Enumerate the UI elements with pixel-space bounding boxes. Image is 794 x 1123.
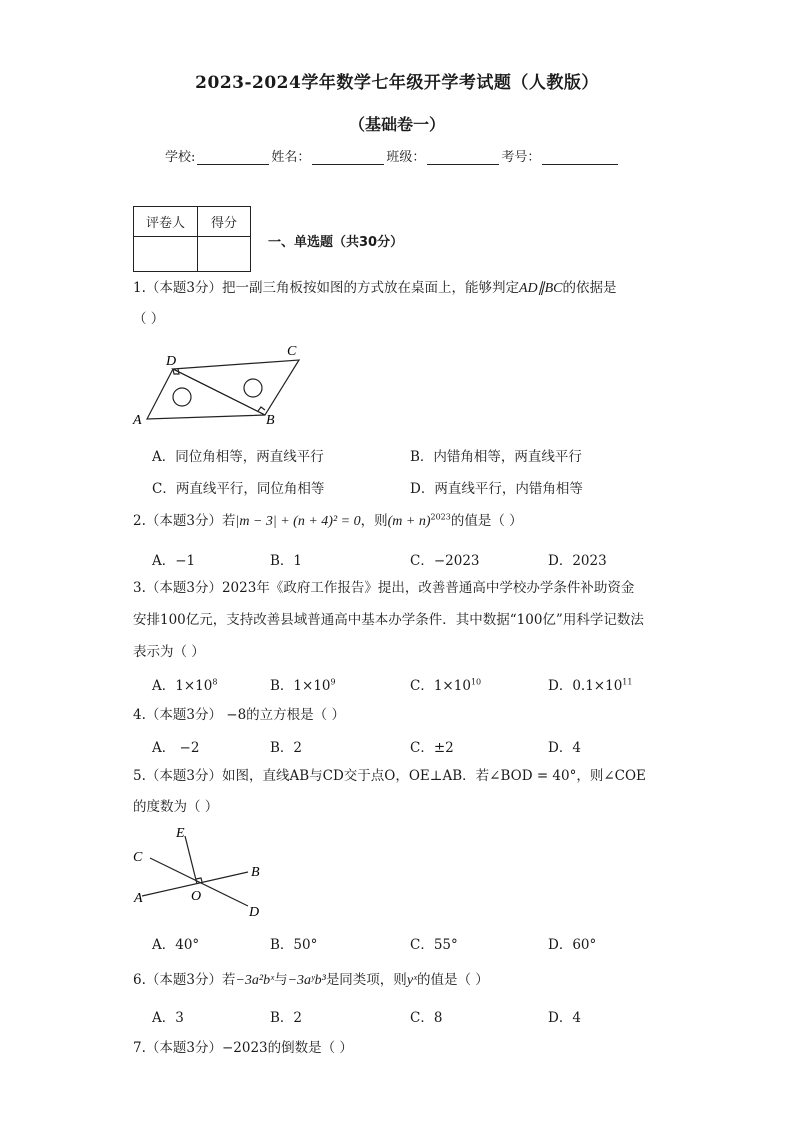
question-6-stem — [133, 970, 489, 991]
student-info-line — [165, 146, 620, 165]
q3-c-exp: 10 — [470, 677, 482, 687]
q2-expr2: (m + n) — [387, 514, 431, 529]
class-label: 班级： — [386, 150, 426, 165]
q3-d-prefix: D． — [548, 678, 573, 694]
score-header: 得分 — [198, 207, 251, 237]
q5-label-O: O — [191, 889, 202, 904]
q1-label-D: D — [166, 354, 177, 369]
q4-option-b[interactable]: B．2 — [270, 740, 303, 756]
q5-label-E: E — [176, 826, 185, 841]
number-label: 考号： — [501, 150, 541, 165]
q2-exponent: 2023 — [430, 512, 451, 522]
q3-a-base: 1×10 — [175, 678, 213, 694]
school-label: 学校: — [165, 150, 196, 165]
q3-b-exp: 9 — [330, 677, 336, 687]
q4-option-a[interactable]: A． −2 — [152, 740, 200, 756]
q2-expr: |m − 3| + (n + 4)² = 0 — [235, 514, 361, 529]
grader-cell[interactable] — [134, 237, 198, 272]
q1-text-end: 的依据是 — [562, 280, 617, 296]
q6-option-d[interactable]: D．4 — [548, 1010, 581, 1026]
q6-option-b[interactable]: B．2 — [270, 1010, 303, 1026]
score-cell[interactable] — [198, 237, 251, 272]
q3-option-a[interactable] — [152, 674, 217, 694]
q5-label-C: C — [133, 850, 143, 865]
q3-option-c[interactable] — [410, 674, 481, 694]
question-1-stem — [133, 278, 617, 299]
q6-text-mid: 与 — [274, 972, 288, 988]
q2-option-a[interactable]: A．−1 — [152, 553, 196, 569]
number-field[interactable] — [542, 150, 618, 165]
q3-a-exp: 8 — [212, 677, 218, 687]
q4-option-d[interactable]: D．4 — [548, 740, 581, 756]
q1-label-B: B — [266, 413, 275, 428]
q6-expr-3: yˣ — [406, 973, 417, 988]
q2-text: 2.（本题3分）若 — [133, 513, 236, 529]
grader-header: 评卷人 — [134, 207, 198, 237]
q5-option-d[interactable]: D．60° — [548, 937, 597, 953]
question-5-stem-2: 的度数为（ ） — [133, 799, 219, 815]
page-subtitle: （基础卷一） — [348, 115, 445, 134]
q3-b-base: 1×10 — [293, 678, 331, 694]
q1-triangle-right — [173, 360, 299, 415]
q3-d-base: 0.1×10 — [572, 678, 623, 694]
q1-label-A: A — [133, 413, 142, 428]
q5-option-a[interactable]: A．40° — [152, 937, 200, 953]
question-5-stem: 5.（本题3分）如图，直线AB与CD交于点O，OE⊥AB．若∠BOD = 40°，则∠COE — [133, 768, 646, 784]
q1-math: AD∥BC — [518, 281, 563, 296]
q6-expr-2: −3aʸb³ — [287, 973, 326, 988]
q6-option-c[interactable]: C．8 — [410, 1010, 443, 1026]
q4-option-c[interactable]: C．±2 — [410, 740, 454, 756]
question-7-stem: 7.（本题3分）−2023的倒数是（ ） — [133, 1040, 353, 1056]
q5-label-A: A — [134, 891, 143, 906]
q6-text: 6.（本题3分）若 — [133, 972, 236, 988]
q5-label-D: D — [249, 905, 260, 920]
q1-text: 1.（本题3分）把一副三角板按如图的方式放在桌面上，能够判定 — [133, 280, 519, 296]
q3-option-d[interactable] — [548, 674, 632, 694]
q2-option-c[interactable]: C．−2023 — [410, 553, 480, 569]
q1-answer-paren: （ ） — [133, 311, 165, 327]
school-field[interactable] — [197, 150, 269, 165]
q6-expr-1: −3a²bˣ — [235, 973, 275, 988]
q6-text-mid-2: 是同类项，则 — [325, 972, 407, 988]
q1-option-d[interactable]: D．两直线平行，内错角相等 — [410, 481, 583, 497]
q3-d-exp: 11 — [622, 677, 633, 687]
class-field[interactable] — [427, 150, 499, 165]
q3-option-b[interactable] — [270, 674, 336, 694]
page-title: 2023-2024学年数学七年级开学考试题（人教版） — [195, 73, 599, 93]
question-3-line-2: 安排100亿元，支持改善县域普通高中基本办学条件．其中数据“100亿”用科学记数法 — [133, 612, 644, 628]
q1-triangle-left — [147, 369, 265, 419]
q2-option-b[interactable]: B．1 — [270, 553, 303, 569]
score-table — [133, 206, 251, 272]
q6-text-end: 的值是（ ） — [416, 972, 489, 988]
question-3-line-1: 3.（本题3分）2023年《政府工作报告》提出，改善普通高中学校办学条件补助资金 — [133, 580, 635, 596]
name-field[interactable] — [312, 150, 384, 165]
q2-text-mid: ，则 — [360, 513, 388, 529]
q5-option-c[interactable]: C．55° — [410, 937, 458, 953]
q5-option-b[interactable]: B．50° — [270, 937, 318, 953]
q5-label-B: B — [251, 865, 260, 880]
question-4-stem: 4.（本题3分） −8的立方根是（ ） — [133, 707, 345, 723]
q2-option-d[interactable]: D．2023 — [548, 553, 607, 569]
q1-triangle-figure — [128, 340, 308, 430]
q1-option-a[interactable]: A．同位角相等，两直线平行 — [152, 449, 324, 465]
question-2-stem — [133, 511, 523, 532]
q3-b-prefix: B． — [270, 678, 294, 694]
q1-option-b[interactable]: B．内错角相等，两直线平行 — [410, 449, 582, 465]
q6-option-a[interactable]: A．3 — [152, 1010, 184, 1026]
q3-a-prefix: A． — [152, 678, 176, 694]
question-3-line-3: 表示为（ ） — [133, 644, 205, 660]
name-label: 姓名： — [271, 150, 311, 165]
section-heading: 一、单选题（共30分） — [268, 235, 404, 250]
q3-c-prefix: C． — [410, 678, 434, 694]
q5-lines-figure — [128, 822, 268, 922]
q3-c-base: 1×10 — [433, 678, 471, 694]
q1-label-C: C — [287, 344, 297, 359]
q1-option-c[interactable]: C．两直线平行，同位角相等 — [152, 481, 325, 497]
q2-text-end: 的值是（ ） — [450, 513, 523, 529]
